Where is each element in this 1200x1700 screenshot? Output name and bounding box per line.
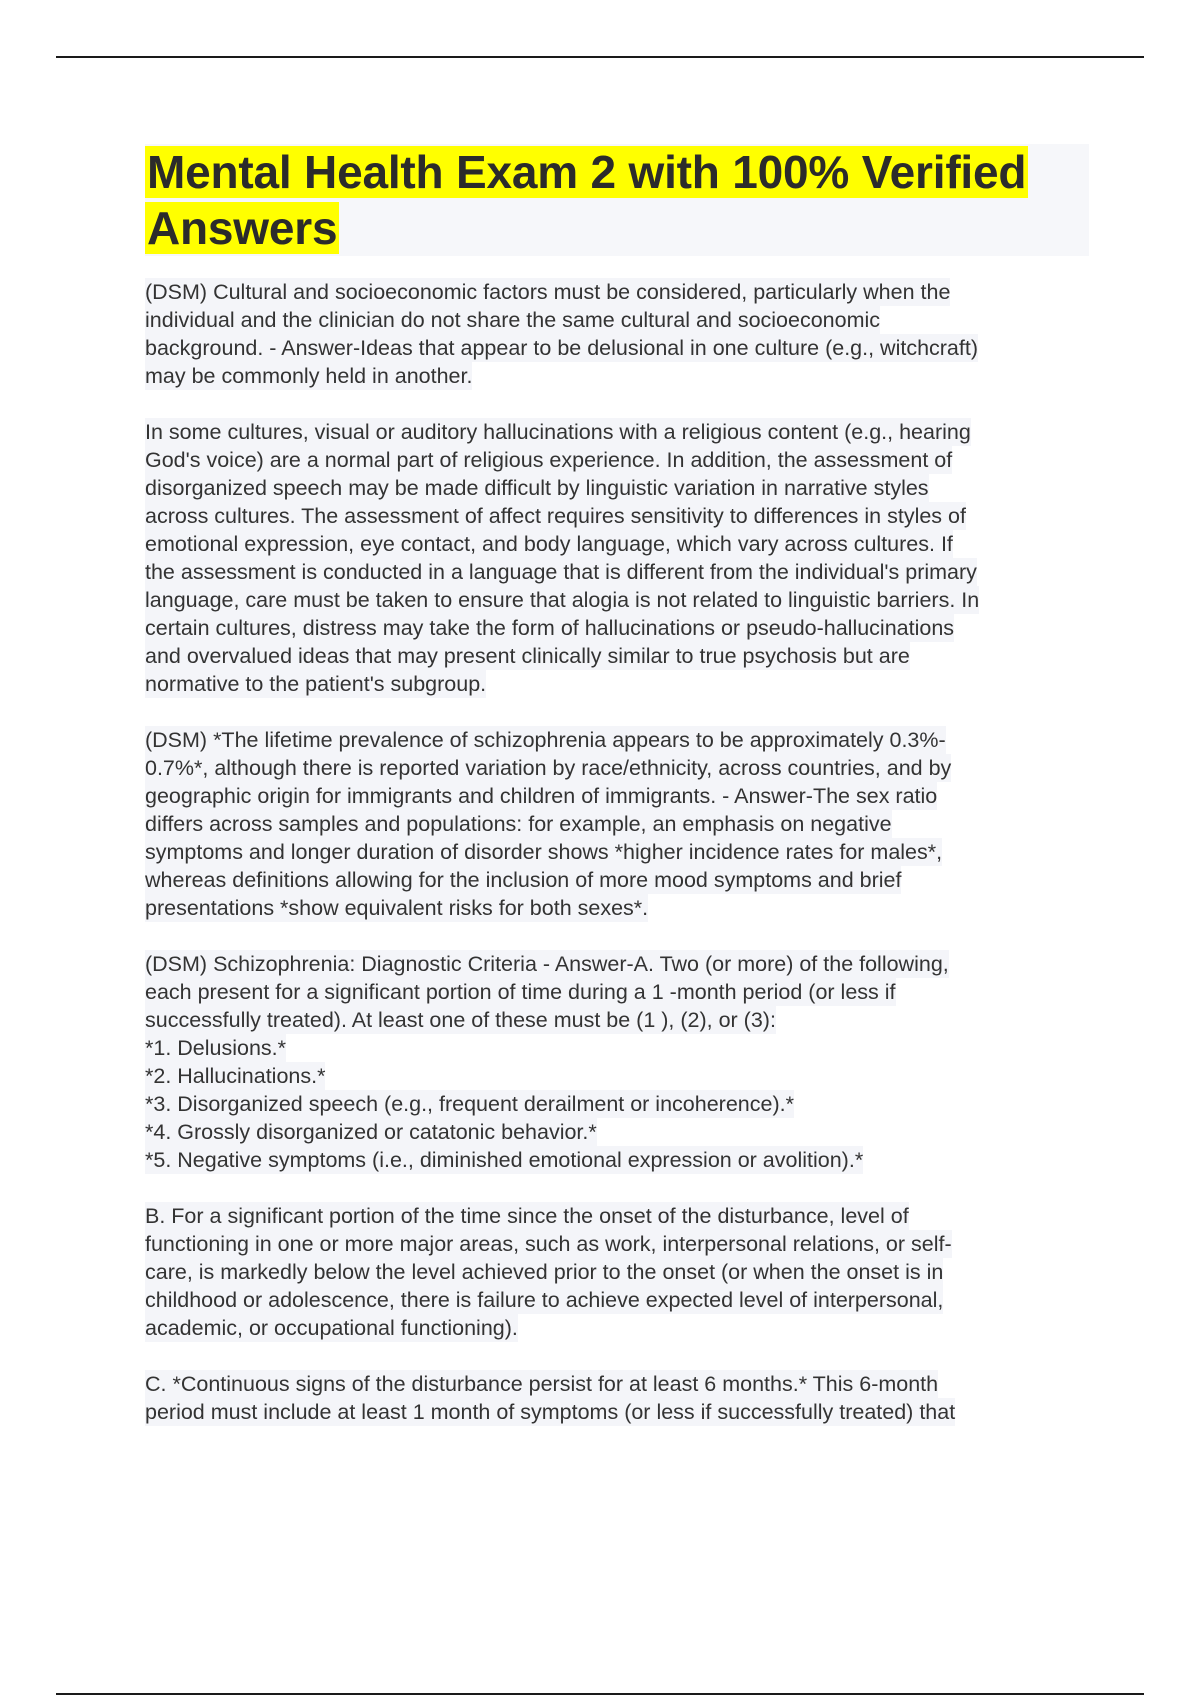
criteria-item: *1. Delusions.*: [145, 1036, 287, 1060]
text-line: presentations *show equivalent risks for both sexes*.: [145, 896, 649, 920]
text-line: language, care must be taken to ensure that alogia is not related to linguistic barriers. In: [145, 588, 980, 612]
paragraph-4: [145, 950, 1089, 1174]
paragraph-3: [145, 726, 1089, 922]
text-line: background. - Answer-Ideas that appear to be delusional in one culture (e.g., witchcraft): [145, 336, 978, 360]
top-rule: [56, 56, 1144, 58]
bottom-rule: [56, 1693, 1144, 1695]
text-line: the assessment is conducted in a language that is different from the individual's primary: [145, 560, 977, 584]
text-line: across cultures. The assessment of affect requires sensitivity to differences in styles of: [145, 504, 966, 528]
text-line: childhood or adolescence, there is failure to achieve expected level of interpersonal,: [145, 1288, 944, 1312]
text-line: (DSM) Schizophrenia: Diagnostic Criteria - Answer-A. Two (or more) of the following,: [145, 952, 949, 976]
document-body: [145, 144, 1089, 1454]
text-line: B. For a significant portion of the time since the onset of the disturbance, level of: [145, 1204, 909, 1228]
criteria-item: *4. Grossly disorganized or catatonic behavior.*: [145, 1120, 597, 1144]
text-line: and overvalued ideas that may present clinically similar to true psychosis but are: [145, 644, 910, 668]
title-block: [145, 144, 1089, 256]
text-line: emotional expression, eye contact, and body language, which vary across cultures. If: [145, 532, 953, 556]
text-line: differs across samples and populations: for example, an emphasis on negative: [145, 812, 892, 836]
text-line: normative to the patient's subgroup.: [145, 672, 487, 696]
text-line: care, is markedly below the level achieved prior to the onset (or when the onset is in: [145, 1260, 944, 1284]
text-line: (DSM) Cultural and socioeconomic factors must be considered, particularly when the: [145, 280, 951, 304]
title-highlight: Mental Health Exam 2 with 100% Verified Answers: [147, 146, 1027, 254]
criteria-item: *5. Negative symptoms (i.e., diminished emotional expression or avolition).*: [145, 1148, 864, 1172]
criteria-item: *3. Disorganized speech (e.g., frequent derailment or incoherence).*: [145, 1092, 794, 1116]
document-title: [145, 144, 1089, 256]
paragraph-5: [145, 1202, 1089, 1342]
criteria-item: *2. Hallucinations.*: [145, 1064, 326, 1088]
text-line: C. *Continuous signs of the disturbance persist for at least 6 months.* This 6-month: [145, 1372, 939, 1396]
text-line: academic, or occupational functioning).: [145, 1316, 518, 1340]
text-line: In some cultures, visual or auditory hallucinations with a religious content (e.g., hearing: [145, 420, 971, 444]
text-line: disorganized speech may be made difficult by linguistic variation in narrative styles: [145, 476, 929, 500]
text-line: successfully treated). At least one of these must be (1 ), (2), or (3):: [145, 1008, 776, 1032]
paragraph-1: [145, 278, 1089, 390]
text-line: each present for a significant portion of time during a 1 -month period (or less if: [145, 980, 896, 1004]
text-line: (DSM) *The lifetime prevalence of schizophrenia appears to be approximately 0.3%-: [145, 728, 946, 752]
text-line: certain cultures, distress may take the form of hallucinations or pseudo-hallucinations: [145, 616, 955, 640]
paragraph-2: [145, 418, 1089, 698]
text-line: symptoms and longer duration of disorder shows *higher incidence rates for males*,: [145, 840, 943, 864]
text-line: geographic origin for immigrants and children of immigrants. - Answer-The sex ratio: [145, 784, 938, 808]
text-line: period must include at least 1 month of symptoms (or less if successfully treated) that: [145, 1400, 956, 1424]
text-line: may be commonly held in another.: [145, 364, 473, 388]
text-line: functioning in one or more major areas, such as work, interpersonal relations, or self-: [145, 1232, 952, 1256]
text-line: individual and the clinician do not share the same cultural and socioeconomic: [145, 308, 881, 332]
paragraph-6: [145, 1370, 1089, 1426]
text-line: God's voice) are a normal part of religious experience. In addition, the assessment of: [145, 448, 953, 472]
text-line: whereas definitions allowing for the inclusion of more mood symptoms and brief: [145, 868, 902, 892]
text-line: 0.7%*, although there is reported variation by race/ethnicity, across countries, and by: [145, 756, 952, 780]
